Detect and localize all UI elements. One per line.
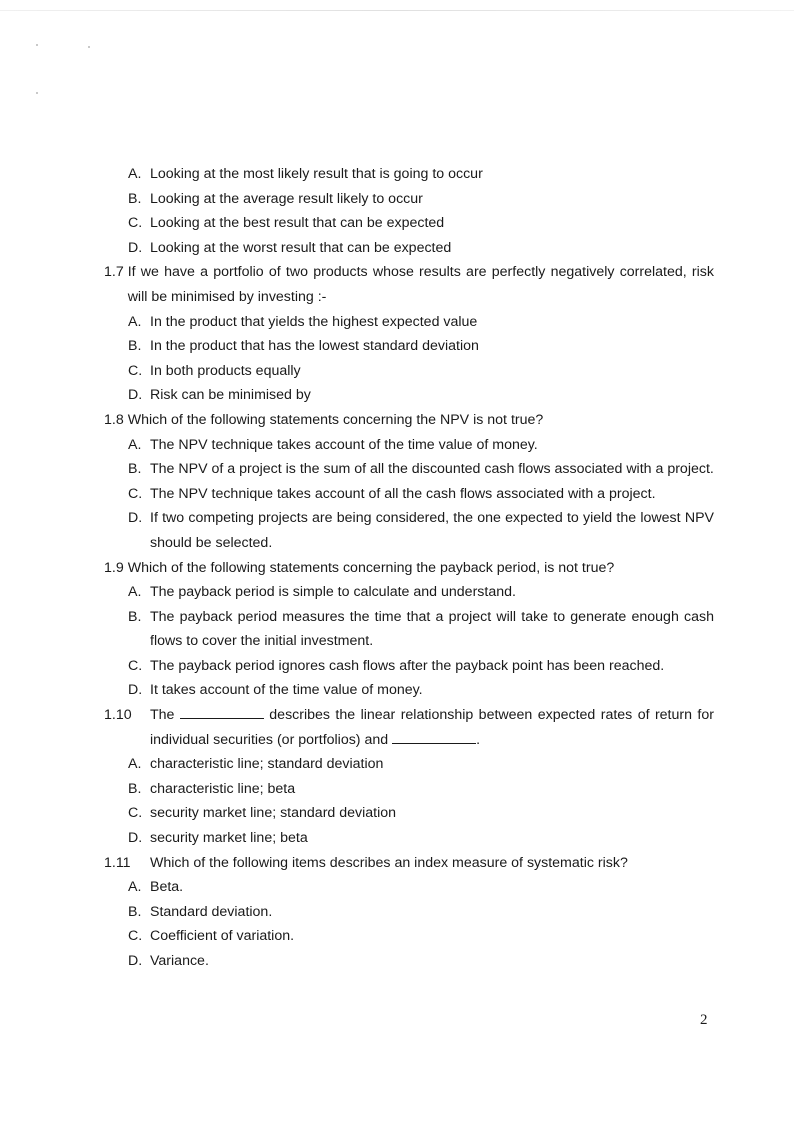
option-text: The payback period ignores cash flows after the payback point has been reached. (150, 657, 665, 674)
question-number: 1.7 (104, 264, 124, 281)
question-text-part: The (150, 707, 175, 724)
question-1-11 (104, 851, 714, 876)
question-text-part: describes the linear relationship between expected rates of return for individual securities (or portfolios) and (150, 707, 714, 748)
option-row (128, 900, 714, 925)
question-text: Which of the following items describes an index measure of systematic risk? (150, 854, 628, 871)
question-number: 1.8 (104, 411, 124, 428)
question-text: Which of the following statements concerning the NPV is not true? (127, 411, 544, 428)
option-text: characteristic line; standard deviation (150, 756, 384, 773)
option-row (128, 826, 714, 851)
option-row (128, 949, 714, 974)
question-text: If we have a portfolio of two products whose results are perfectly negatively correlated, risk will be minimised by investing :- (127, 264, 714, 305)
option-letter: C. (128, 485, 143, 502)
option-letter: B. (128, 780, 142, 797)
option-letter: A. (128, 756, 142, 773)
question-number: 1.9 (104, 559, 124, 576)
option-letter: B. (128, 903, 142, 920)
question-1-10 (104, 703, 714, 752)
option-letter: A. (128, 584, 142, 601)
scan-edge-line (0, 10, 794, 11)
option-text: Looking at the best result that can be expected (150, 215, 445, 232)
option-text: The payback period is simple to calculate and understand. (150, 584, 516, 601)
answer-blank (392, 730, 476, 744)
scan-speck (36, 92, 38, 94)
option-letter: A. (128, 313, 142, 330)
option-letter: D. (128, 387, 143, 404)
option-row (128, 482, 714, 507)
option-text: In both products equally (150, 362, 301, 379)
option-letter: D. (128, 239, 143, 256)
option-text: It takes account of the time value of money. (150, 682, 423, 699)
option-row (128, 752, 714, 777)
option-row (128, 875, 714, 900)
question-1-7 (104, 260, 714, 309)
option-letter: A. (128, 436, 142, 453)
option-text: Standard deviation. (150, 903, 273, 920)
option-row (128, 506, 714, 555)
option-row (128, 924, 714, 949)
option-text: Variance. (150, 953, 209, 969)
question-number: 1.10 (104, 707, 132, 724)
option-row (128, 310, 714, 335)
option-text: In the product that has the lowest standard deviation (150, 338, 479, 355)
option-letter: A. (128, 166, 142, 182)
question-text-part: . (476, 731, 481, 748)
option-letter: A. (128, 879, 142, 896)
option-row (128, 801, 714, 826)
option-letter: C. (128, 657, 143, 674)
option-letter: C. (128, 362, 143, 379)
question-text (150, 703, 714, 752)
question-1-9 (104, 556, 714, 581)
option-text: Risk can be minimised by (150, 387, 311, 404)
answer-blank (180, 705, 264, 719)
option-row (128, 777, 714, 802)
option-text: If two competing projects are being considered, the one expected to yield the lowest NPV should be selected. (150, 510, 714, 551)
option-text: Looking at the worst result that can be expected (150, 239, 452, 256)
option-letter: D. (128, 682, 143, 699)
option-row (128, 457, 714, 482)
option-row (128, 580, 714, 605)
option-letter: C. (128, 928, 143, 945)
option-text: security market line; beta (150, 830, 308, 847)
option-text: Looking at the average result likely to occur (150, 190, 423, 207)
option-letter: D. (128, 510, 143, 527)
option-row (128, 359, 714, 384)
question-text: Which of the following statements concerning the payback period, is not true? (127, 559, 615, 576)
option-text: In the product that yields the highest expected value (150, 313, 478, 330)
question-1-8 (104, 408, 714, 433)
question-number: 1.11 (104, 854, 131, 871)
option-letter: B. (128, 608, 142, 625)
page-number: 2 (700, 1012, 708, 1028)
option-row (128, 654, 714, 679)
option-row (128, 236, 714, 261)
option-row (128, 211, 714, 236)
option-row (128, 334, 714, 359)
option-text: The NPV of a project is the sum of all the discounted cash flows associated with a project. (150, 461, 714, 478)
option-letter: B. (128, 461, 142, 478)
option-row (128, 605, 714, 654)
option-text: security market line; standard deviation (150, 805, 397, 822)
option-text: Beta. (150, 879, 184, 896)
option-text: characteristic line; beta (150, 780, 296, 797)
option-letter: B. (128, 338, 142, 355)
option-letter: C. (128, 215, 143, 232)
option-text: The payback period measures the time that a project will take to generate enough cash flows to cover the initial investment. (150, 608, 714, 650)
option-row (128, 187, 714, 212)
option-letter: C. (128, 805, 143, 822)
scan-speck (36, 44, 38, 46)
option-letter: D. (128, 830, 143, 847)
option-text: The NPV technique takes account of the time value of money. (150, 436, 538, 453)
option-letter: D. (128, 953, 143, 969)
option-row (128, 433, 714, 458)
option-row (128, 678, 714, 703)
scan-speck (88, 46, 90, 48)
option-row (128, 162, 714, 187)
option-letter: B. (128, 190, 142, 207)
exam-content (104, 162, 714, 974)
option-text: Coefficient of variation. (150, 928, 295, 945)
option-row (128, 383, 714, 408)
option-text: The NPV technique takes account of all the cash flows associated with a project. (150, 485, 656, 502)
option-text: Looking at the most likely result that is going to occur (150, 166, 483, 182)
